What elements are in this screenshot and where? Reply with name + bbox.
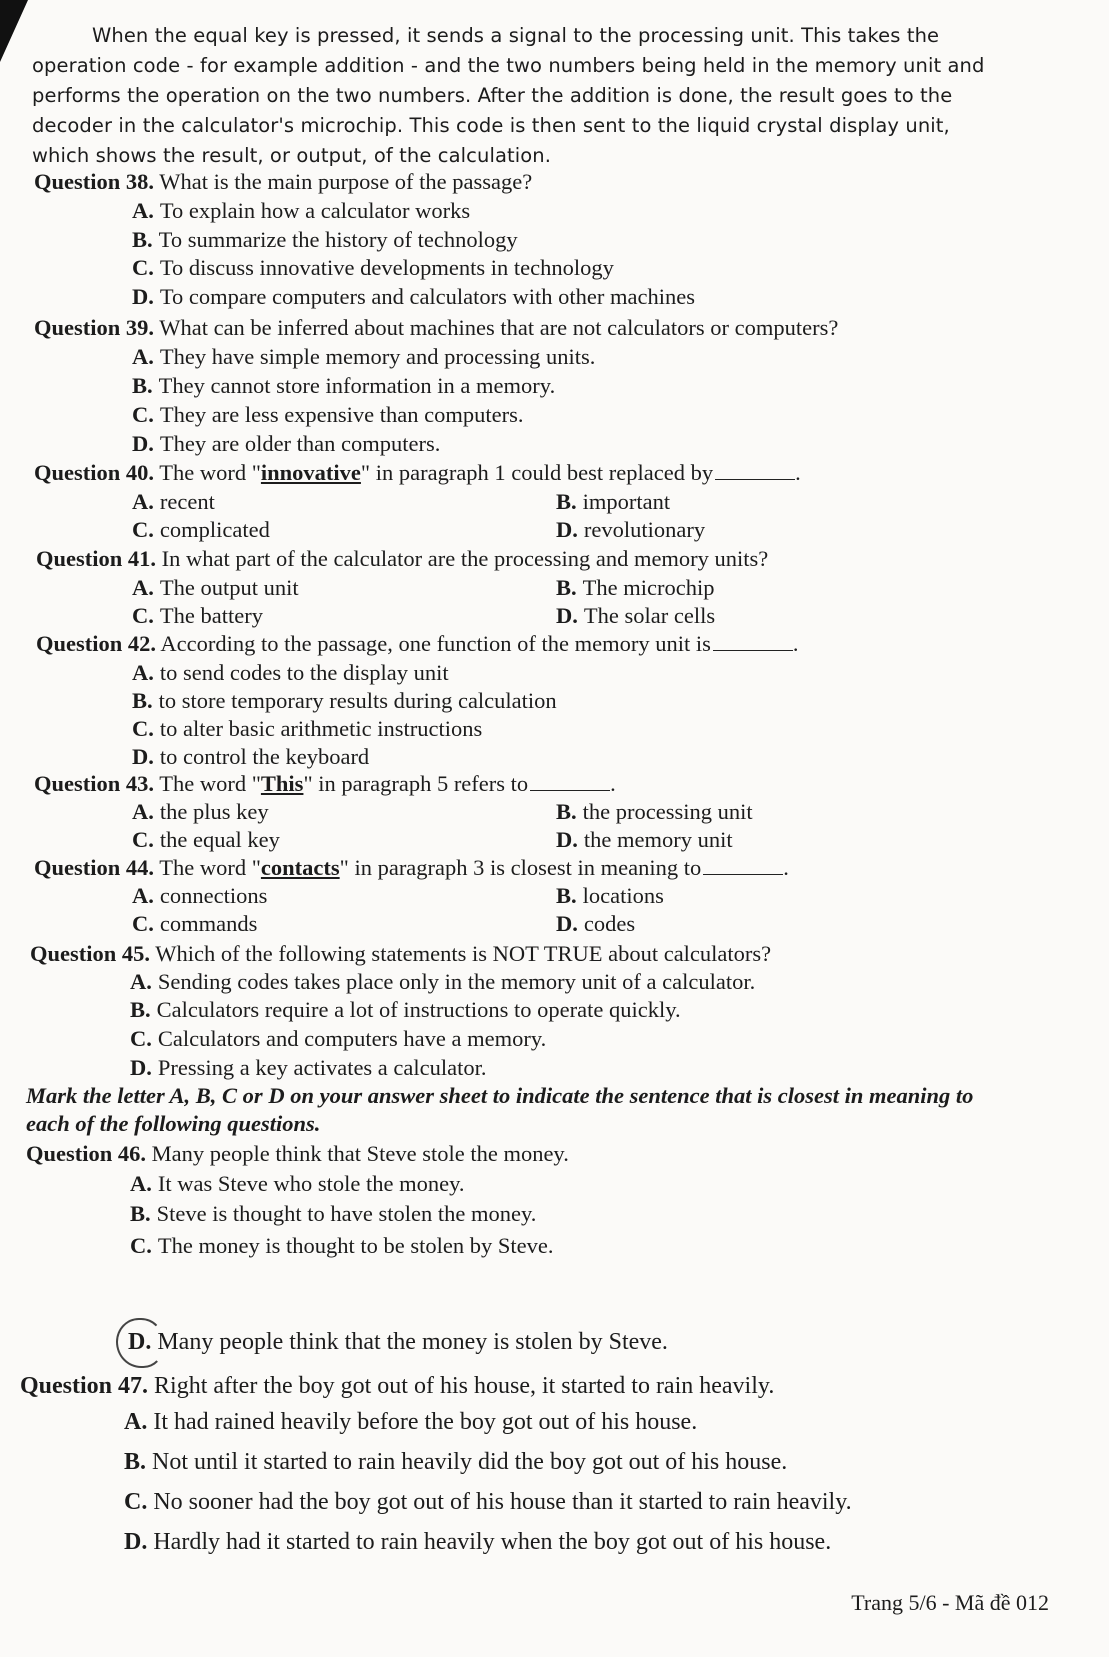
option-41-b[interactable] xyxy=(556,574,714,602)
option-letter: D. xyxy=(556,603,578,628)
option-letter: C. xyxy=(132,517,154,542)
question-text-post: " in paragraph 1 could best replaced by xyxy=(360,460,714,485)
option-text: To discuss innovative developments in technology xyxy=(159,255,614,280)
passage-line: decoder in the calculator's microchip. This code is then sent to the liquid crystal display unit, xyxy=(32,114,950,137)
option-text: important xyxy=(582,489,671,514)
question-39 xyxy=(34,314,1069,342)
option-letter: A. xyxy=(130,969,152,994)
option-text: They have simple memory and processing units. xyxy=(159,344,596,369)
question-label: Question 44. xyxy=(34,855,155,880)
option-letter: A. xyxy=(132,660,154,685)
option-letter: B. xyxy=(130,997,151,1022)
option-40-d[interactable] xyxy=(556,516,705,544)
highlighted-word: contacts xyxy=(260,855,340,880)
question-label: Question 43. xyxy=(34,771,155,796)
option-text: Steve is thought to have stolen the money. xyxy=(156,1201,537,1226)
option-text: connections xyxy=(159,883,268,908)
option-letter: B. xyxy=(556,883,577,908)
option-letter: B. xyxy=(132,688,153,713)
option-letter: D. xyxy=(132,284,154,309)
question-text: What can be inferred about machines that are not calculators or computers? xyxy=(159,315,839,340)
option-letter: D. xyxy=(556,517,578,542)
question-label: Question 42. xyxy=(36,631,157,656)
option-46-d[interactable] xyxy=(128,1328,668,1356)
option-text: Hardly had it started to rain heavily when the boy got out of his house. xyxy=(153,1529,832,1555)
option-letter: B. xyxy=(556,489,577,514)
option-letter: C. xyxy=(132,827,154,852)
option-43-b[interactable] xyxy=(556,798,753,826)
option-38-a[interactable] xyxy=(132,197,470,225)
option-text: The solar cells xyxy=(583,603,716,628)
option-letter: D. xyxy=(556,827,578,852)
question-text: What is the main purpose of the passage? xyxy=(159,169,533,194)
question-43: Question 43. The word "This" in paragraph 5 refers to . xyxy=(34,771,616,796)
option-45-a[interactable] xyxy=(130,968,755,996)
option-text: They are older than computers. xyxy=(159,431,441,456)
question-38 xyxy=(34,168,1069,196)
option-46-a[interactable] xyxy=(130,1170,464,1198)
option-letter: A. xyxy=(132,344,154,369)
option-47-a[interactable] xyxy=(124,1408,697,1436)
option-letter: B. xyxy=(124,1449,147,1475)
answer-blank xyxy=(530,774,610,791)
option-43-a[interactable] xyxy=(132,798,269,826)
question-label: Question 46. xyxy=(26,1141,147,1166)
option-38-c[interactable] xyxy=(132,254,614,282)
option-letter: A. xyxy=(130,1171,152,1196)
question-label: Question 45. xyxy=(30,941,151,966)
question-text: In what part of the calculator are the processing and memory units? xyxy=(161,546,769,571)
option-39-c[interactable] xyxy=(132,401,524,429)
option-letter: D. xyxy=(124,1529,148,1555)
option-text: The battery xyxy=(159,603,263,628)
option-text: the equal key xyxy=(159,827,280,852)
option-text: The output unit xyxy=(159,575,299,600)
option-text: to control the keyboard xyxy=(159,744,370,769)
passage-line: which shows the result, or output, of the calculation. xyxy=(32,144,552,167)
option-44-b[interactable] xyxy=(556,882,664,910)
option-41-c[interactable] xyxy=(132,602,263,630)
question-41 xyxy=(36,545,1069,573)
question-46 xyxy=(26,1140,1069,1168)
option-letter: D. xyxy=(556,911,578,936)
option-letter: A. xyxy=(124,1409,148,1435)
option-letter: C. xyxy=(132,911,154,936)
question-label: Question 47. xyxy=(20,1373,149,1399)
option-42-a[interactable] xyxy=(132,659,449,687)
question-text-pre: The word " xyxy=(159,855,261,880)
answer-blank xyxy=(715,463,795,480)
option-40-a[interactable] xyxy=(132,488,215,516)
question-text-pre: The word " xyxy=(159,460,261,485)
option-text: to send codes to the display unit xyxy=(159,660,449,685)
question-45 xyxy=(30,940,1069,968)
option-text: No sooner had the boy got out of his house than it started to rain heavily. xyxy=(153,1489,852,1515)
option-42-b[interactable] xyxy=(132,687,557,715)
option-letter: C. xyxy=(132,402,154,427)
option-letter: D. xyxy=(128,1329,152,1355)
option-text: To explain how a calculator works xyxy=(159,198,471,223)
option-43-c[interactable] xyxy=(132,826,280,854)
option-letter: C. xyxy=(132,716,154,741)
option-letter: A. xyxy=(132,883,154,908)
option-46-b[interactable] xyxy=(130,1200,536,1228)
option-letter: B. xyxy=(556,799,577,824)
option-text: They are less expensive than computers. xyxy=(159,402,524,427)
question-text-pre: The word " xyxy=(159,771,261,796)
option-text: It was Steve who stole the money. xyxy=(157,1171,465,1196)
option-letter: C. xyxy=(130,1026,152,1051)
option-42-c[interactable] xyxy=(132,715,482,743)
option-44-c[interactable] xyxy=(132,910,257,938)
question-44: Question 44. The word "contacts" in paragraph 3 is closest in meaning to . xyxy=(34,855,789,880)
option-text: Sending codes takes place only in the memory unit of a calculator. xyxy=(157,969,756,994)
option-text: Calculators require a lot of instructions to operate quickly. xyxy=(156,997,681,1022)
section-instruction-line: each of the following questions. xyxy=(26,1111,321,1136)
option-letter: C. xyxy=(124,1489,148,1515)
highlighted-word: innovative xyxy=(260,460,361,485)
question-label: Question 38. xyxy=(34,169,155,194)
section-instruction-line: Mark the letter A, B, C or D on your answer sheet to indicate the sentence that is closest in meaning to xyxy=(26,1083,974,1108)
option-38-d[interactable] xyxy=(132,283,695,311)
option-38-b[interactable] xyxy=(132,226,518,254)
option-text: commands xyxy=(159,911,258,936)
option-45-c[interactable] xyxy=(130,1025,546,1053)
option-text: revolutionary xyxy=(583,517,706,542)
option-47-d[interactable] xyxy=(124,1528,831,1556)
question-40: Question 40. The word "innovative" in paragraph 1 could best replaced by . xyxy=(34,460,801,485)
option-text: Not until it started to rain heavily did the boy got out of his house. xyxy=(152,1449,788,1475)
option-text: It had rained heavily before the boy got out of his house. xyxy=(153,1409,698,1435)
option-39-a[interactable] xyxy=(132,343,595,371)
option-text: They cannot store information in a memory. xyxy=(158,373,556,398)
option-47-b[interactable] xyxy=(124,1448,787,1476)
option-text: To summarize the history of technology xyxy=(158,227,518,252)
option-40-c[interactable] xyxy=(132,516,270,544)
question-text: Which of the following statements is NOT TRUE about calculators? xyxy=(155,941,772,966)
option-letter: A. xyxy=(132,198,154,223)
question-label: Question 41. xyxy=(36,546,157,571)
option-42-d[interactable] xyxy=(132,743,369,771)
option-letter: D. xyxy=(130,1055,152,1080)
option-text: The microchip xyxy=(582,575,715,600)
option-text: Many people think that the money is stolen by Steve. xyxy=(157,1329,668,1355)
option-46-c[interactable] xyxy=(130,1232,553,1260)
option-text: codes xyxy=(583,911,636,936)
option-47-c[interactable] xyxy=(124,1488,852,1516)
option-41-a[interactable] xyxy=(132,574,299,602)
question-47 xyxy=(20,1372,1069,1400)
option-text: the memory unit xyxy=(583,827,733,852)
option-text: complicated xyxy=(159,517,270,542)
question-text-post: " in paragraph 5 refers to xyxy=(303,771,529,796)
question-text-post: " in paragraph 3 is closest in meaning to xyxy=(339,855,702,880)
option-letter: A. xyxy=(132,575,154,600)
question-text: Right after the boy got out of his house, it started to rain heavily. xyxy=(154,1373,775,1399)
question-label: Question 39. xyxy=(34,315,155,340)
option-text: recent xyxy=(159,489,215,514)
option-letter: C. xyxy=(132,603,154,628)
highlighted-word: This xyxy=(260,771,304,796)
option-43-d[interactable] xyxy=(556,826,733,854)
page-footer: Trang 5/6 - Mã đề 012 xyxy=(851,1590,1049,1615)
question-label: Question 40. xyxy=(34,460,155,485)
option-letter: B. xyxy=(132,227,153,252)
option-letter: A. xyxy=(132,799,154,824)
answer-blank xyxy=(713,634,793,651)
option-text: the processing unit xyxy=(582,799,753,824)
scan-corner xyxy=(0,0,28,62)
option-44-a[interactable] xyxy=(132,882,267,910)
option-letter: B. xyxy=(132,373,153,398)
passage-line: operation code - for example addition - and the two numbers being held in the memory unit and xyxy=(32,54,985,77)
option-39-b[interactable] xyxy=(132,372,555,400)
option-text: The money is thought to be stolen by Steve. xyxy=(157,1233,554,1258)
option-text: To compare computers and calculators with other machines xyxy=(159,284,695,309)
option-text: Calculators and computers have a memory. xyxy=(157,1026,547,1051)
option-39-d[interactable] xyxy=(132,430,440,458)
option-text: to store temporary results during calculation xyxy=(158,688,557,713)
question-text: Many people think that Steve stole the money. xyxy=(151,1141,569,1166)
passage-line: When the equal key is pressed, it sends a signal to the processing unit. This takes the xyxy=(92,24,940,47)
option-letter: C. xyxy=(130,1233,152,1258)
question-42: Question 42. According to the passage, one function of the memory unit is . xyxy=(36,631,799,656)
option-41-d[interactable] xyxy=(556,602,715,630)
option-text: to alter basic arithmetic instructions xyxy=(159,716,483,741)
option-45-b[interactable] xyxy=(130,996,681,1024)
answer-blank xyxy=(703,858,783,875)
option-letter: B. xyxy=(130,1201,151,1226)
option-letter: A. xyxy=(132,489,154,514)
option-45-d[interactable] xyxy=(130,1054,487,1082)
option-letter: D. xyxy=(132,744,154,769)
option-letter: B. xyxy=(556,575,577,600)
question-text: According to the passage, one function of the memory unit is xyxy=(160,631,711,656)
passage-line: performs the operation on the two numbers. After the addition is done, the result goes to the xyxy=(32,84,953,107)
option-44-d[interactable] xyxy=(556,910,635,938)
option-letter: D. xyxy=(132,431,154,456)
option-text: the plus key xyxy=(159,799,269,824)
option-text: locations xyxy=(582,883,664,908)
option-text: Pressing a key activates a calculator. xyxy=(157,1055,487,1080)
option-40-b[interactable] xyxy=(556,488,670,516)
option-letter: C. xyxy=(132,255,154,280)
